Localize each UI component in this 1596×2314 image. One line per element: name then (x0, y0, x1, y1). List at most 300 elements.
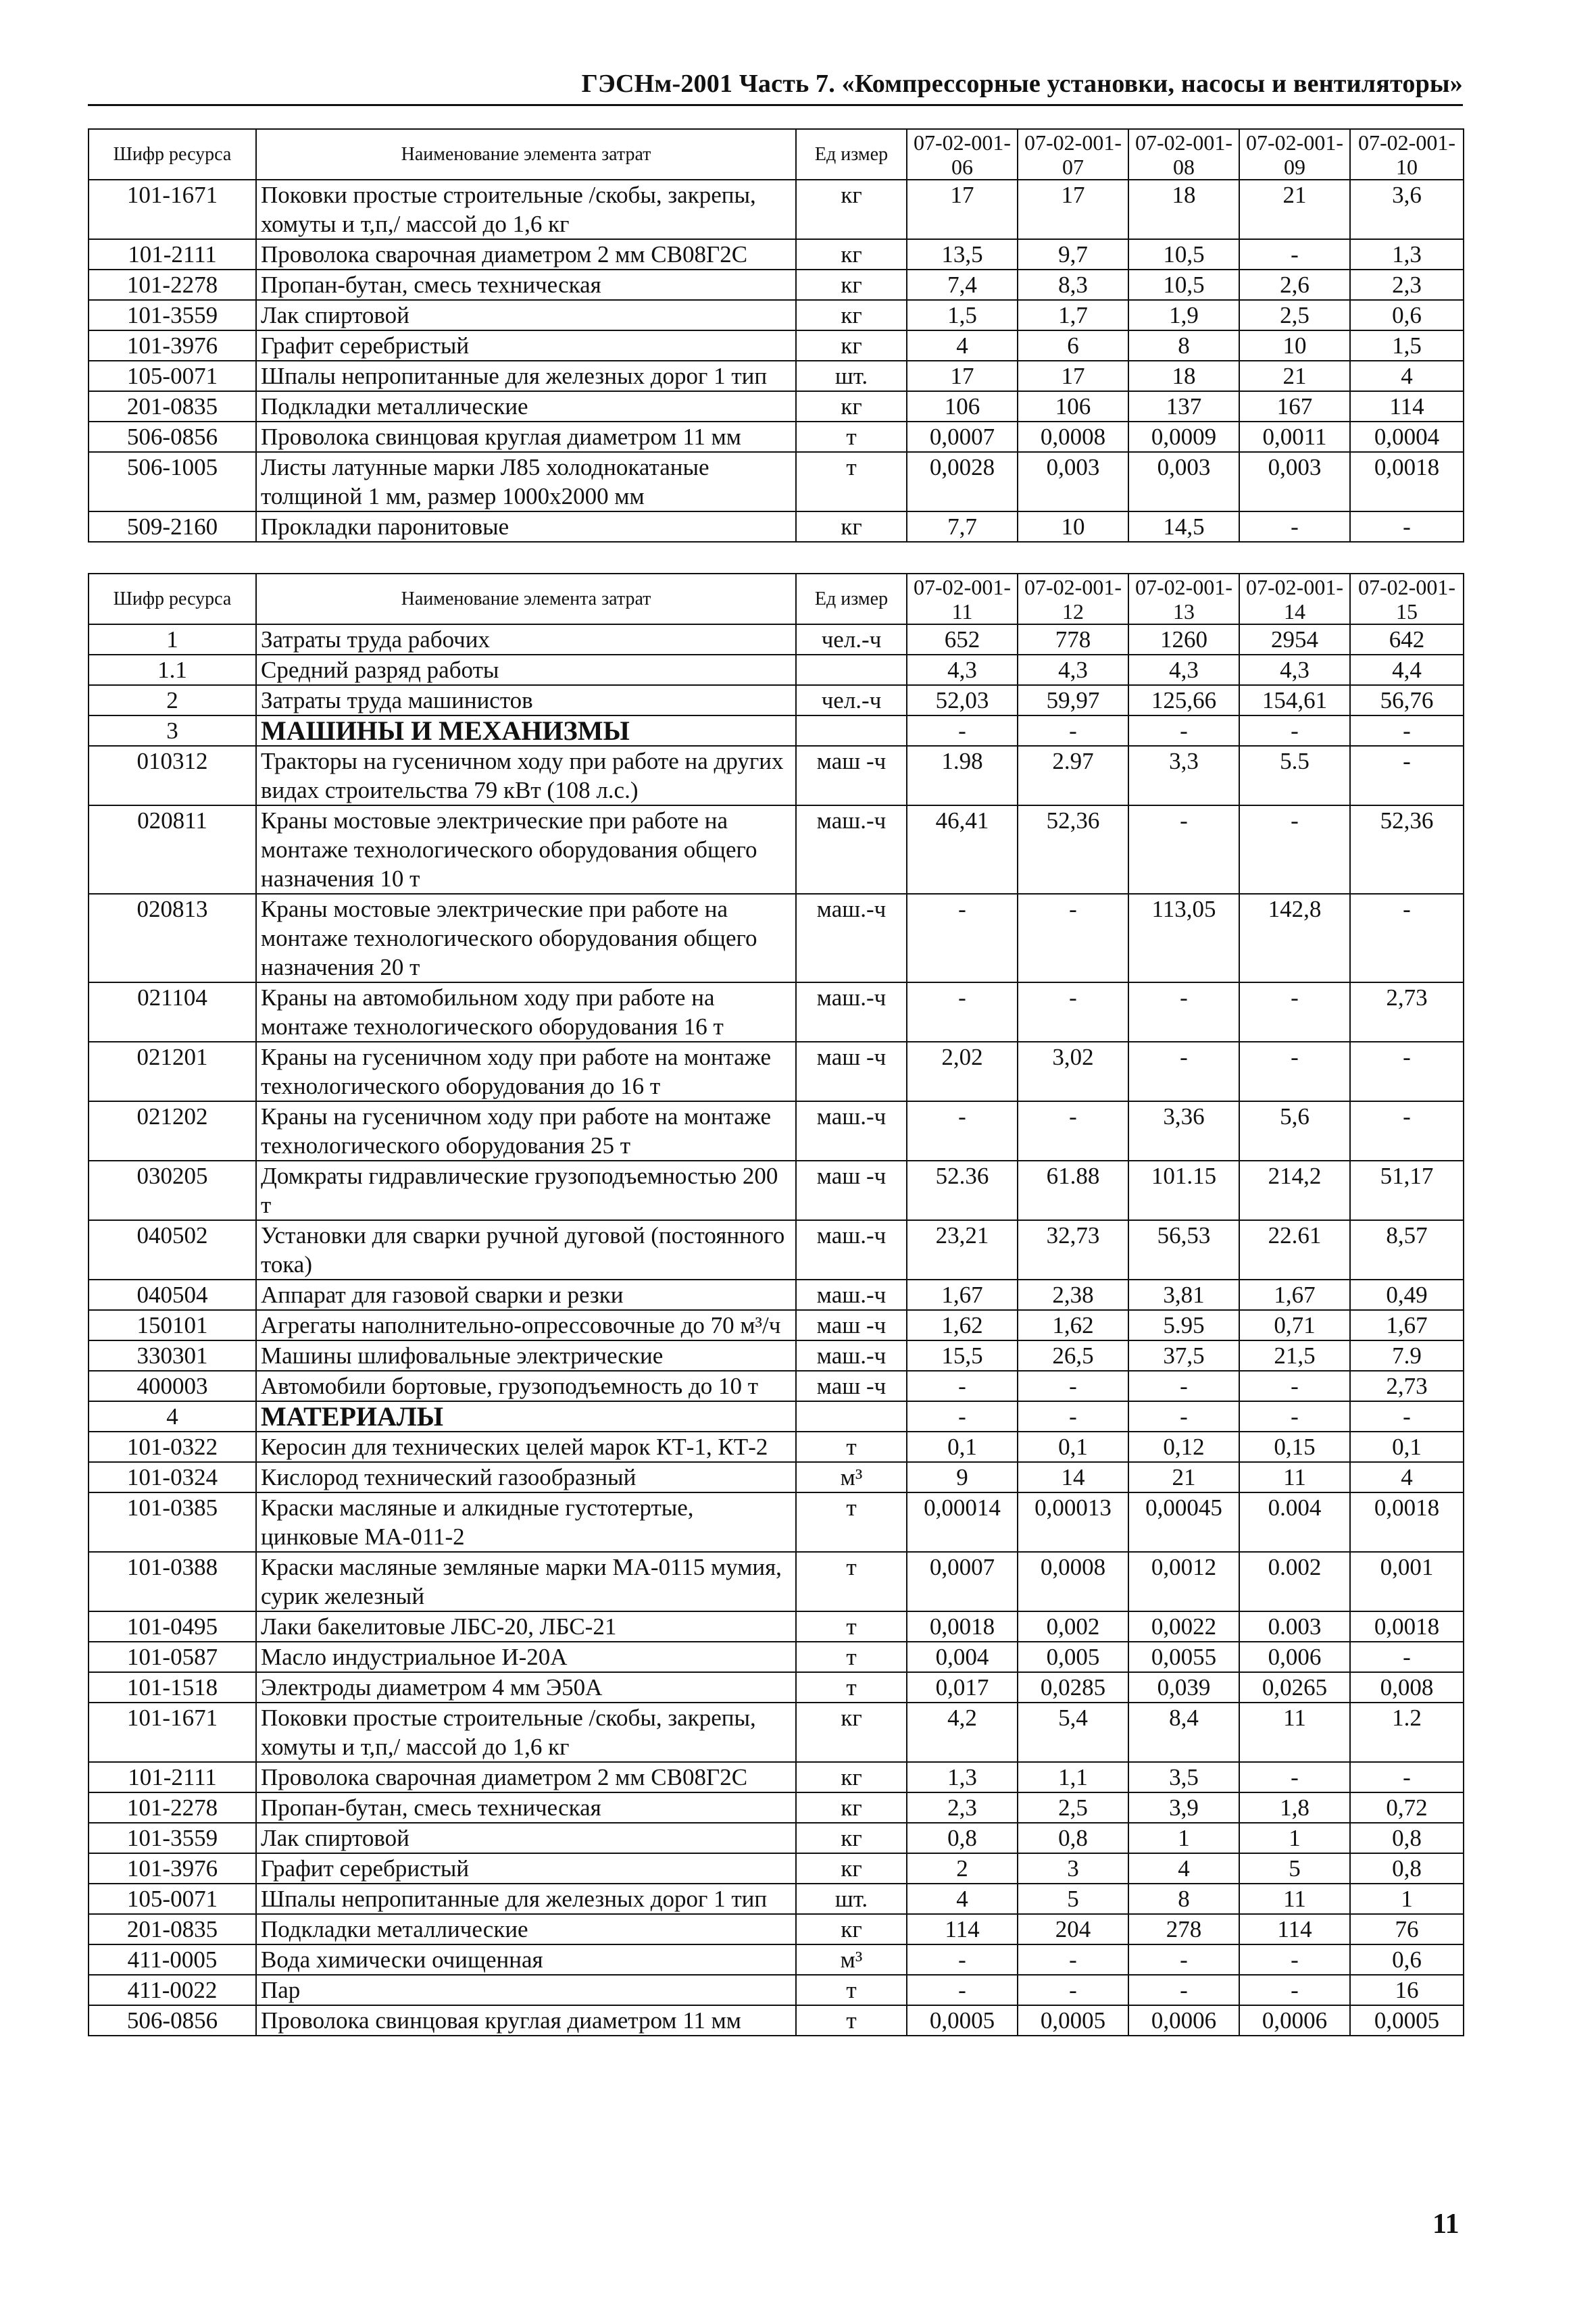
resource-code-cell: 506-0856 (89, 2005, 256, 2036)
norm-value-cell: - (1350, 715, 1464, 746)
norm-value-cell: 1,62 (1018, 1310, 1128, 1340)
column-header-norm: 07-02-001-15 (1350, 574, 1464, 624)
table-row (89, 1944, 1464, 1975)
norm-value-cell: 113,05 (1128, 894, 1239, 982)
norm-value-cell: - (1128, 1042, 1239, 1101)
column-header-name: Наименование элемента затрат (256, 574, 796, 624)
norm-value-cell: 8,3 (1018, 270, 1128, 300)
unit-cell: кг (796, 1703, 907, 1762)
norm-value-cell: 142,8 (1239, 894, 1350, 982)
column-header-norm: 07-02-001-06 (907, 129, 1018, 180)
cost-element-name-cell: Проволока сварочная диаметром 2 мм СВ08Г2С (256, 239, 796, 270)
column-header-norm: 07-02-001-10 (1350, 129, 1464, 180)
norm-value-cell: 0,0018 (907, 1611, 1018, 1642)
unit-cell: т (796, 1642, 907, 1672)
unit-cell: кг (796, 1792, 907, 1823)
norms-table-2 (88, 573, 1464, 2036)
norm-value-cell: - (1018, 1401, 1128, 1432)
resource-code-cell: 101-0324 (89, 1462, 256, 1492)
cost-element-name-cell: Поковки простые строительные /скобы, закрепы, хомуты и т,п,/ массой до 1,6 кг (256, 1703, 796, 1762)
norm-value-cell: - (1239, 1042, 1350, 1101)
column-header-unit: Ед измер (796, 574, 907, 624)
norm-value-cell: 7.9 (1350, 1340, 1464, 1371)
norm-value-cell: 52,36 (1018, 805, 1128, 894)
norm-value-cell: 0,1 (1350, 1432, 1464, 1462)
resource-code-cell: 040504 (89, 1280, 256, 1310)
cost-element-name-cell: Графит серебристый (256, 330, 796, 361)
norm-value-cell: - (1350, 511, 1464, 542)
norm-value-cell: 0,0018 (1350, 1611, 1464, 1642)
norm-value-cell: 17 (1018, 361, 1128, 391)
norm-value-cell: 1,67 (1239, 1280, 1350, 1310)
table-row (89, 1432, 1464, 1462)
norm-value-cell: 0,0005 (1350, 2005, 1464, 2036)
norm-value-cell: 21 (1239, 361, 1350, 391)
norm-value-cell: 37,5 (1128, 1340, 1239, 1371)
resource-code-cell: 021201 (89, 1042, 256, 1101)
resource-code-cell: 101-0587 (89, 1642, 256, 1672)
cost-element-name-cell: Домкраты гидравлические грузоподъемностью 200 т (256, 1161, 796, 1220)
norm-value-cell: 214,2 (1239, 1161, 1350, 1220)
norm-value-cell: 2,3 (907, 1792, 1018, 1823)
resource-code-cell: 021104 (89, 982, 256, 1042)
norm-value-cell: 9,7 (1018, 239, 1128, 270)
norm-value-cell: 2,73 (1350, 1371, 1464, 1401)
cost-element-name-cell: Прокладки паронитовые (256, 511, 796, 542)
norm-value-cell: 7,7 (907, 511, 1018, 542)
norm-value-cell: - (1128, 1944, 1239, 1975)
norm-value-cell: 2.97 (1018, 746, 1128, 805)
norm-value-cell: 8,4 (1128, 1703, 1239, 1762)
table-row (89, 1611, 1464, 1642)
table-row (89, 330, 1464, 361)
table-body (89, 180, 1464, 542)
norm-value-cell: 114 (1350, 391, 1464, 422)
cost-element-name-cell: МАТЕРИАЛЫ (256, 1401, 796, 1432)
norm-value-cell: - (1128, 1401, 1239, 1432)
norm-value-cell: 18 (1128, 180, 1239, 239)
cost-element-name-cell: Шпалы непропитанные для железных дорог 1 тип (256, 1884, 796, 1914)
norm-value-cell: 46,41 (907, 805, 1018, 894)
column-header-norm: 07-02-001-12 (1018, 574, 1128, 624)
norm-value-cell: 0,0005 (1018, 2005, 1128, 2036)
norm-value-cell: 0,004 (907, 1642, 1018, 1672)
norm-value-cell: 114 (1239, 1914, 1350, 1944)
table-row (89, 1371, 1464, 1401)
norm-value-cell: 778 (1018, 624, 1128, 655)
cost-element-name-cell: Вода химически очищенная (256, 1944, 796, 1975)
norm-value-cell: 4 (907, 330, 1018, 361)
norm-value-cell: - (1350, 1101, 1464, 1161)
table-row (89, 1042, 1464, 1101)
unit-cell: маш.-ч (796, 1280, 907, 1310)
norm-value-cell: 0,00045 (1128, 1492, 1239, 1552)
norm-value-cell: 0,003 (1239, 452, 1350, 511)
table-row (89, 300, 1464, 330)
norm-value-cell: 0.004 (1239, 1492, 1350, 1552)
cost-element-name-cell: Краны на автомобильном ходу при работе на монтаже технологического оборудования 16 т (256, 982, 796, 1042)
norm-value-cell: 0,0004 (1350, 422, 1464, 452)
norm-value-cell: 0,0012 (1128, 1552, 1239, 1611)
norm-value-cell: 0,008 (1350, 1672, 1464, 1703)
norm-value-cell: 32,73 (1018, 1220, 1128, 1280)
unit-cell: чел.-ч (796, 624, 907, 655)
norm-value-cell: 10,5 (1128, 270, 1239, 300)
norm-value-cell: 3,3 (1128, 746, 1239, 805)
norm-value-cell: - (907, 1401, 1018, 1432)
norm-value-cell: 1,1 (1018, 1762, 1128, 1792)
table-row (89, 1975, 1464, 2005)
norm-value-cell: 0,6 (1350, 1944, 1464, 1975)
norm-value-cell: 1,67 (1350, 1310, 1464, 1340)
norm-value-cell: 3,5 (1128, 1762, 1239, 1792)
cost-element-name-cell: Проволока свинцовая круглая диаметром 11 мм (256, 422, 796, 452)
norm-value-cell: 1,9 (1128, 300, 1239, 330)
norm-value-cell: 3,02 (1018, 1042, 1128, 1101)
norm-value-cell: 114 (907, 1914, 1018, 1944)
norm-value-cell: 4 (907, 1884, 1018, 1914)
page-header (88, 62, 1463, 106)
norm-value-cell: 4,4 (1350, 655, 1464, 685)
norm-value-cell: 52,03 (907, 685, 1018, 715)
unit-cell: кг (796, 180, 907, 239)
resource-code-cell: 101-2111 (89, 239, 256, 270)
unit-cell: кг (796, 1762, 907, 1792)
table-row (89, 239, 1464, 270)
unit-cell: кг (796, 330, 907, 361)
norm-value-cell: 10,5 (1128, 239, 1239, 270)
norm-value-cell: 0,003 (1018, 452, 1128, 511)
unit-cell (796, 655, 907, 685)
table-row (89, 1792, 1464, 1823)
norm-value-cell: - (1350, 1642, 1464, 1672)
resource-code-cell: 101-1671 (89, 1703, 256, 1762)
table-row (89, 1280, 1464, 1310)
unit-cell: т (796, 1672, 907, 1703)
norm-value-cell: 1260 (1128, 624, 1239, 655)
table-row (89, 1672, 1464, 1703)
cost-element-name-cell: Аппарат для газовой сварки и резки (256, 1280, 796, 1310)
resource-code-cell: 101-3559 (89, 1823, 256, 1853)
cost-element-name-cell: Проволока свинцовая круглая диаметром 11 мм (256, 2005, 796, 2036)
norm-value-cell: 2,5 (1018, 1792, 1128, 1823)
table-body (89, 624, 1464, 2036)
column-header-code: Шифр ресурса (89, 574, 256, 624)
norm-value-cell: 11 (1239, 1462, 1350, 1492)
table-row (89, 655, 1464, 685)
norm-value-cell: 642 (1350, 624, 1464, 655)
unit-cell: маш.-ч (796, 805, 907, 894)
norm-value-cell: - (1018, 1371, 1128, 1401)
norm-value-cell: 0,0008 (1018, 422, 1128, 452)
norm-value-cell: 18 (1128, 361, 1239, 391)
resource-code-cell: 101-3976 (89, 330, 256, 361)
unit-cell: т (796, 1432, 907, 1462)
norm-value-cell: 0,72 (1350, 1792, 1464, 1823)
norm-value-cell: 21,5 (1239, 1340, 1350, 1371)
norm-value-cell: 10 (1018, 511, 1128, 542)
norm-value-cell: 1,62 (907, 1310, 1018, 1340)
resource-code-cell: 201-0835 (89, 391, 256, 422)
norm-value-cell: - (1239, 1371, 1350, 1401)
table-row (89, 894, 1464, 982)
resource-code-cell: 101-2278 (89, 1792, 256, 1823)
norm-value-cell: 0,0265 (1239, 1672, 1350, 1703)
resource-code-cell: 105-0071 (89, 361, 256, 391)
column-header-norm: 07-02-001-14 (1239, 574, 1350, 624)
cost-element-name-cell: Керосин для технических целей марок КТ-1, КТ-2 (256, 1432, 796, 1462)
cost-element-name-cell: МАШИНЫ И МЕХАНИЗМЫ (256, 715, 796, 746)
norm-value-cell: 4,3 (907, 655, 1018, 685)
resource-code-cell: 1 (89, 624, 256, 655)
norm-value-cell: - (1128, 1371, 1239, 1401)
table-row (89, 1642, 1464, 1672)
resource-code-cell: 506-1005 (89, 452, 256, 511)
norm-value-cell: 0,0008 (1018, 1552, 1128, 1611)
resource-code-cell: 101-3559 (89, 300, 256, 330)
cost-element-name-cell: Пар (256, 1975, 796, 2005)
norm-value-cell: 0,003 (1128, 452, 1239, 511)
table-row (89, 746, 1464, 805)
norm-value-cell: 0,00014 (907, 1492, 1018, 1552)
resource-code-cell: 010312 (89, 746, 256, 805)
cost-element-name-cell: Краски масляные и алкидные густотертые, цинковые МА-011-2 (256, 1492, 796, 1552)
norm-value-cell: 1,8 (1239, 1792, 1350, 1823)
norm-value-cell: - (1239, 982, 1350, 1042)
unit-cell: кг (796, 391, 907, 422)
norm-value-cell: 106 (1018, 391, 1128, 422)
resource-code-cell: 1.1 (89, 655, 256, 685)
norm-value-cell: 11 (1239, 1884, 1350, 1914)
cost-element-name-cell: Затраты труда машинистов (256, 685, 796, 715)
norm-value-cell: 8,57 (1350, 1220, 1464, 1280)
resource-code-cell: 101-0388 (89, 1552, 256, 1611)
cost-element-name-cell: Подкладки металлические (256, 1914, 796, 1944)
column-header-norm: 07-02-001-11 (907, 574, 1018, 624)
norm-value-cell: 3,36 (1128, 1101, 1239, 1161)
table-row (89, 1914, 1464, 1944)
unit-cell (796, 715, 907, 746)
norm-value-cell: 56,53 (1128, 1220, 1239, 1280)
column-header-unit: Ед измер (796, 129, 907, 180)
table-row (89, 361, 1464, 391)
unit-cell: маш.-ч (796, 982, 907, 1042)
norm-value-cell: 2,38 (1018, 1280, 1128, 1310)
cost-element-name-cell: Краны на гусеничном ходу при работе на монтаже технологического оборудования 25 т (256, 1101, 796, 1161)
norm-value-cell: 0,8 (907, 1823, 1018, 1853)
norm-value-cell: - (1239, 1944, 1350, 1975)
norm-value-cell: 0,0011 (1239, 422, 1350, 452)
table-row (89, 715, 1464, 746)
norm-value-cell: - (1128, 805, 1239, 894)
column-header-norm: 07-02-001-07 (1018, 129, 1128, 180)
norm-value-cell: 5,6 (1239, 1101, 1350, 1161)
norm-value-cell: 14,5 (1128, 511, 1239, 542)
column-header-norm: 07-02-001-08 (1128, 129, 1239, 180)
norm-value-cell: 0,0028 (907, 452, 1018, 511)
table-row (89, 1853, 1464, 1884)
resource-code-cell: 400003 (89, 1371, 256, 1401)
unit-cell: т (796, 422, 907, 452)
resource-code-cell: 330301 (89, 1340, 256, 1371)
resource-code-cell: 506-0856 (89, 422, 256, 452)
cost-element-name-cell: Лаки бакелитовые ЛБС-20, ЛБС-21 (256, 1611, 796, 1642)
norm-value-cell: 0,0009 (1128, 422, 1239, 452)
cost-element-name-cell: Установки для сварки ручной дуговой (постоянного тока) (256, 1220, 796, 1280)
table-row (89, 1462, 1464, 1492)
norm-value-cell: 76 (1350, 1914, 1464, 1944)
table-row (89, 422, 1464, 452)
cost-element-name-cell: Средний разряд работы (256, 655, 796, 685)
cost-element-name-cell: Краны мостовые электрические при работе на монтаже технологического оборудования общего назначения 20 т (256, 894, 796, 982)
norm-value-cell: 11 (1239, 1703, 1350, 1762)
norm-value-cell: 137 (1128, 391, 1239, 422)
norm-value-cell: 4 (1350, 1462, 1464, 1492)
resource-code-cell: 201-0835 (89, 1914, 256, 1944)
resource-code-cell: 101-2278 (89, 270, 256, 300)
norm-value-cell: 0,8 (1350, 1823, 1464, 1853)
unit-cell: шт. (796, 1884, 907, 1914)
cost-element-name-cell: Подкладки металлические (256, 391, 796, 422)
norm-value-cell: 21 (1239, 180, 1350, 239)
cost-element-name-cell: Краны на гусеничном ходу при работе на монтаже технологического оборудования до 16 т (256, 1042, 796, 1101)
norm-value-cell: 5,4 (1018, 1703, 1128, 1762)
unit-cell: маш.-ч (796, 1220, 907, 1280)
unit-cell: т (796, 1975, 907, 2005)
resource-code-cell: 105-0071 (89, 1884, 256, 1914)
table-row (89, 1220, 1464, 1280)
unit-cell: шт. (796, 361, 907, 391)
cost-element-name-cell: Пропан-бутан, смесь техническая (256, 1792, 796, 1823)
norm-value-cell: - (1239, 715, 1350, 746)
resource-code-cell: 101-0322 (89, 1432, 256, 1462)
norm-value-cell: - (1239, 1401, 1350, 1432)
norm-value-cell: 23,21 (907, 1220, 1018, 1280)
norm-value-cell: 2,02 (907, 1042, 1018, 1101)
norm-value-cell: - (1018, 1101, 1128, 1161)
resource-code-cell: 4 (89, 1401, 256, 1432)
norm-value-cell: 4,3 (1128, 655, 1239, 685)
norm-value-cell: 125,66 (1128, 685, 1239, 715)
unit-cell: кг (796, 1853, 907, 1884)
norm-value-cell: - (907, 1944, 1018, 1975)
table-row (89, 511, 1464, 542)
unit-cell: маш -ч (796, 1042, 907, 1101)
norm-value-cell: - (1018, 894, 1128, 982)
norm-value-cell: 1 (1350, 1884, 1464, 1914)
cost-element-name-cell: Тракторы на гусеничном ходу при работе на других видах строительства 79 кВт (108 л.с.) (256, 746, 796, 805)
resource-code-cell: 411-0022 (89, 1975, 256, 2005)
norm-value-cell: 51,17 (1350, 1161, 1464, 1220)
norm-value-cell: 8 (1128, 330, 1239, 361)
norm-value-cell: 2954 (1239, 624, 1350, 655)
norm-value-cell: 204 (1018, 1914, 1128, 1944)
norm-value-cell: 0,017 (907, 1672, 1018, 1703)
norm-value-cell: 4 (1128, 1853, 1239, 1884)
unit-cell: т (796, 2005, 907, 2036)
cost-element-name-cell: Лак спиртовой (256, 300, 796, 330)
unit-cell: кг (796, 1823, 907, 1853)
norm-value-cell: 5.95 (1128, 1310, 1239, 1340)
resource-code-cell: 150101 (89, 1310, 256, 1340)
norm-value-cell: 0,1 (907, 1432, 1018, 1462)
table-row (89, 1823, 1464, 1853)
norm-value-cell: - (1128, 1975, 1239, 2005)
norm-value-cell: 3,6 (1350, 180, 1464, 239)
norm-value-cell: 278 (1128, 1914, 1239, 1944)
norm-value-cell: 10 (1239, 330, 1350, 361)
norm-value-cell: 0,039 (1128, 1672, 1239, 1703)
resource-code-cell: 101-2111 (89, 1762, 256, 1792)
norm-value-cell: - (1350, 746, 1464, 805)
norm-value-cell: 4,3 (1018, 655, 1128, 685)
norm-value-cell: - (907, 1975, 1018, 2005)
norm-value-cell: 0,0006 (1128, 2005, 1239, 2036)
unit-cell: маш.-ч (796, 1340, 907, 1371)
resource-code-cell: 030205 (89, 1161, 256, 1220)
resource-code-cell: 2 (89, 685, 256, 715)
table-row (89, 1703, 1464, 1762)
norm-value-cell: 17 (1018, 180, 1128, 239)
cost-element-name-cell: Пропан-бутан, смесь техническая (256, 270, 796, 300)
norm-value-cell: 5.5 (1239, 746, 1350, 805)
norm-value-cell: - (1018, 1944, 1128, 1975)
norm-value-cell: 3,9 (1128, 1792, 1239, 1823)
table-row (89, 1762, 1464, 1792)
resource-code-cell: 3 (89, 715, 256, 746)
norm-value-cell: 0,0018 (1350, 1492, 1464, 1552)
table-row (89, 685, 1464, 715)
norm-value-cell: - (907, 894, 1018, 982)
table-row (89, 452, 1464, 511)
unit-cell: маш -ч (796, 1371, 907, 1401)
norm-value-cell: - (1350, 1762, 1464, 1792)
table-row (89, 1310, 1464, 1340)
unit-cell: т (796, 1492, 907, 1552)
header-title: ГЭСНм-2001 Часть 7. «Компрессорные установки, насосы и вентиляторы» (581, 70, 1463, 98)
resource-code-cell: 101-1518 (89, 1672, 256, 1703)
norm-value-cell: 0,005 (1018, 1642, 1128, 1672)
norm-value-cell: 0,49 (1350, 1280, 1464, 1310)
norm-value-cell: - (1239, 511, 1350, 542)
cost-element-name-cell: Проволока сварочная диаметром 2 мм СВ08Г2С (256, 1762, 796, 1792)
norm-value-cell: 0.002 (1239, 1552, 1350, 1611)
norm-value-cell: 652 (907, 624, 1018, 655)
norm-value-cell: - (1239, 1762, 1350, 1792)
column-header-norm: 07-02-001-09 (1239, 129, 1350, 180)
table-row (89, 270, 1464, 300)
table-row (89, 391, 1464, 422)
unit-cell: маш -ч (796, 1161, 907, 1220)
norm-value-cell: 21 (1128, 1462, 1239, 1492)
norm-value-cell: 56,76 (1350, 685, 1464, 715)
norm-value-cell: - (1239, 805, 1350, 894)
norm-value-cell: 1,3 (907, 1762, 1018, 1792)
resource-code-cell: 101-0495 (89, 1611, 256, 1642)
norm-value-cell: 0,006 (1239, 1642, 1350, 1672)
table-row (89, 1401, 1464, 1432)
norm-value-cell: 1,5 (907, 300, 1018, 330)
norm-value-cell: 5 (1018, 1884, 1128, 1914)
resource-code-cell: 411-0005 (89, 1944, 256, 1975)
norm-value-cell: 0,12 (1128, 1432, 1239, 1462)
norm-value-cell: 0,0005 (907, 2005, 1018, 2036)
norm-value-cell: - (1239, 1975, 1350, 2005)
unit-cell: кг (796, 511, 907, 542)
unit-cell: маш -ч (796, 1310, 907, 1340)
norm-value-cell: 0,002 (1018, 1611, 1128, 1642)
page-number: 11 (1432, 2209, 1460, 2240)
